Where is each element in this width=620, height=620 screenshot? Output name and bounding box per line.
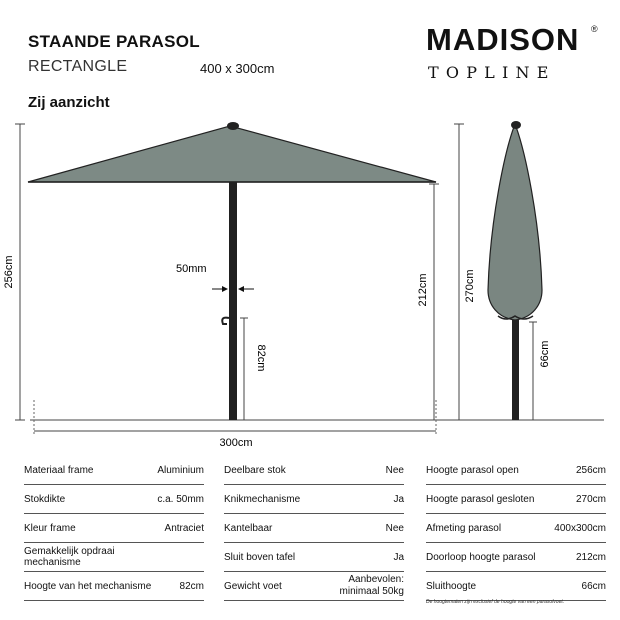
spec-table-col3 [426,456,606,601]
brand-logo: MADISON [426,22,580,57]
closed-parasol-pole [512,320,519,420]
label-pole-width: 50mm [176,263,207,275]
canopy-top-cap [227,122,239,130]
label-open-height: 256cm [3,255,15,289]
product-title: STAANDE PARASOL [28,32,200,51]
label-width: 300cm [219,437,253,449]
closed-canopy [488,124,542,320]
table-row: Doorloop hoogte parasol 212cm [426,543,606,572]
product-subtitle: RECTANGLE [28,58,128,75]
open-parasol-pole [229,182,237,420]
closed-canopy-top-cap [511,121,521,129]
brand-line: TOPLINE [428,63,556,82]
table-row: Gewicht voet Aanbevolen: minimaal 50kg [224,572,404,601]
table-row: Kantelbaar Nee [224,514,404,543]
label-pole-height: 212cm [417,273,429,307]
spec-table-col1 [24,456,204,601]
label-closed-height: 270cm [464,269,476,303]
label-closing-height: 66cm [539,340,551,368]
table-row: Afmeting parasol 400x300cm [426,514,606,543]
table-row: Sluithoogte 66cm [426,572,606,601]
table-row: Hoogte parasol open 256cm [426,456,606,485]
table-row: Kleur frame Antraciet [24,514,204,543]
crank-mechanism-icon [222,318,229,324]
spec-table-col2 [224,456,404,601]
table-row: Hoogte parasol gesloten 270cm [426,485,606,514]
open-canopy [28,126,436,182]
table-row: Hoogte van het mechanisme 82cm [24,572,204,601]
table-row: Stokdikte c.a. 50mm [24,485,204,514]
brand-registered-mark: ® [591,24,598,34]
table-row: Knikmechanisme Ja [224,485,404,514]
table-row: Gemakkelijk opdraai mechanisme [24,543,204,572]
table-row: Sluit boven tafel Ja [224,543,404,572]
table-row: Materiaal frame Aluminium [24,456,204,485]
table-row: Deelbare stok Nee [224,456,404,485]
product-dimensions: 400 x 300cm [200,61,275,76]
footnote: De hoogtematen zijn exclusief de hoogte van een parasolvoet. [426,599,565,605]
section-title: Zij aanzicht [28,94,110,111]
label-mechanism-height: 82cm [255,344,267,372]
